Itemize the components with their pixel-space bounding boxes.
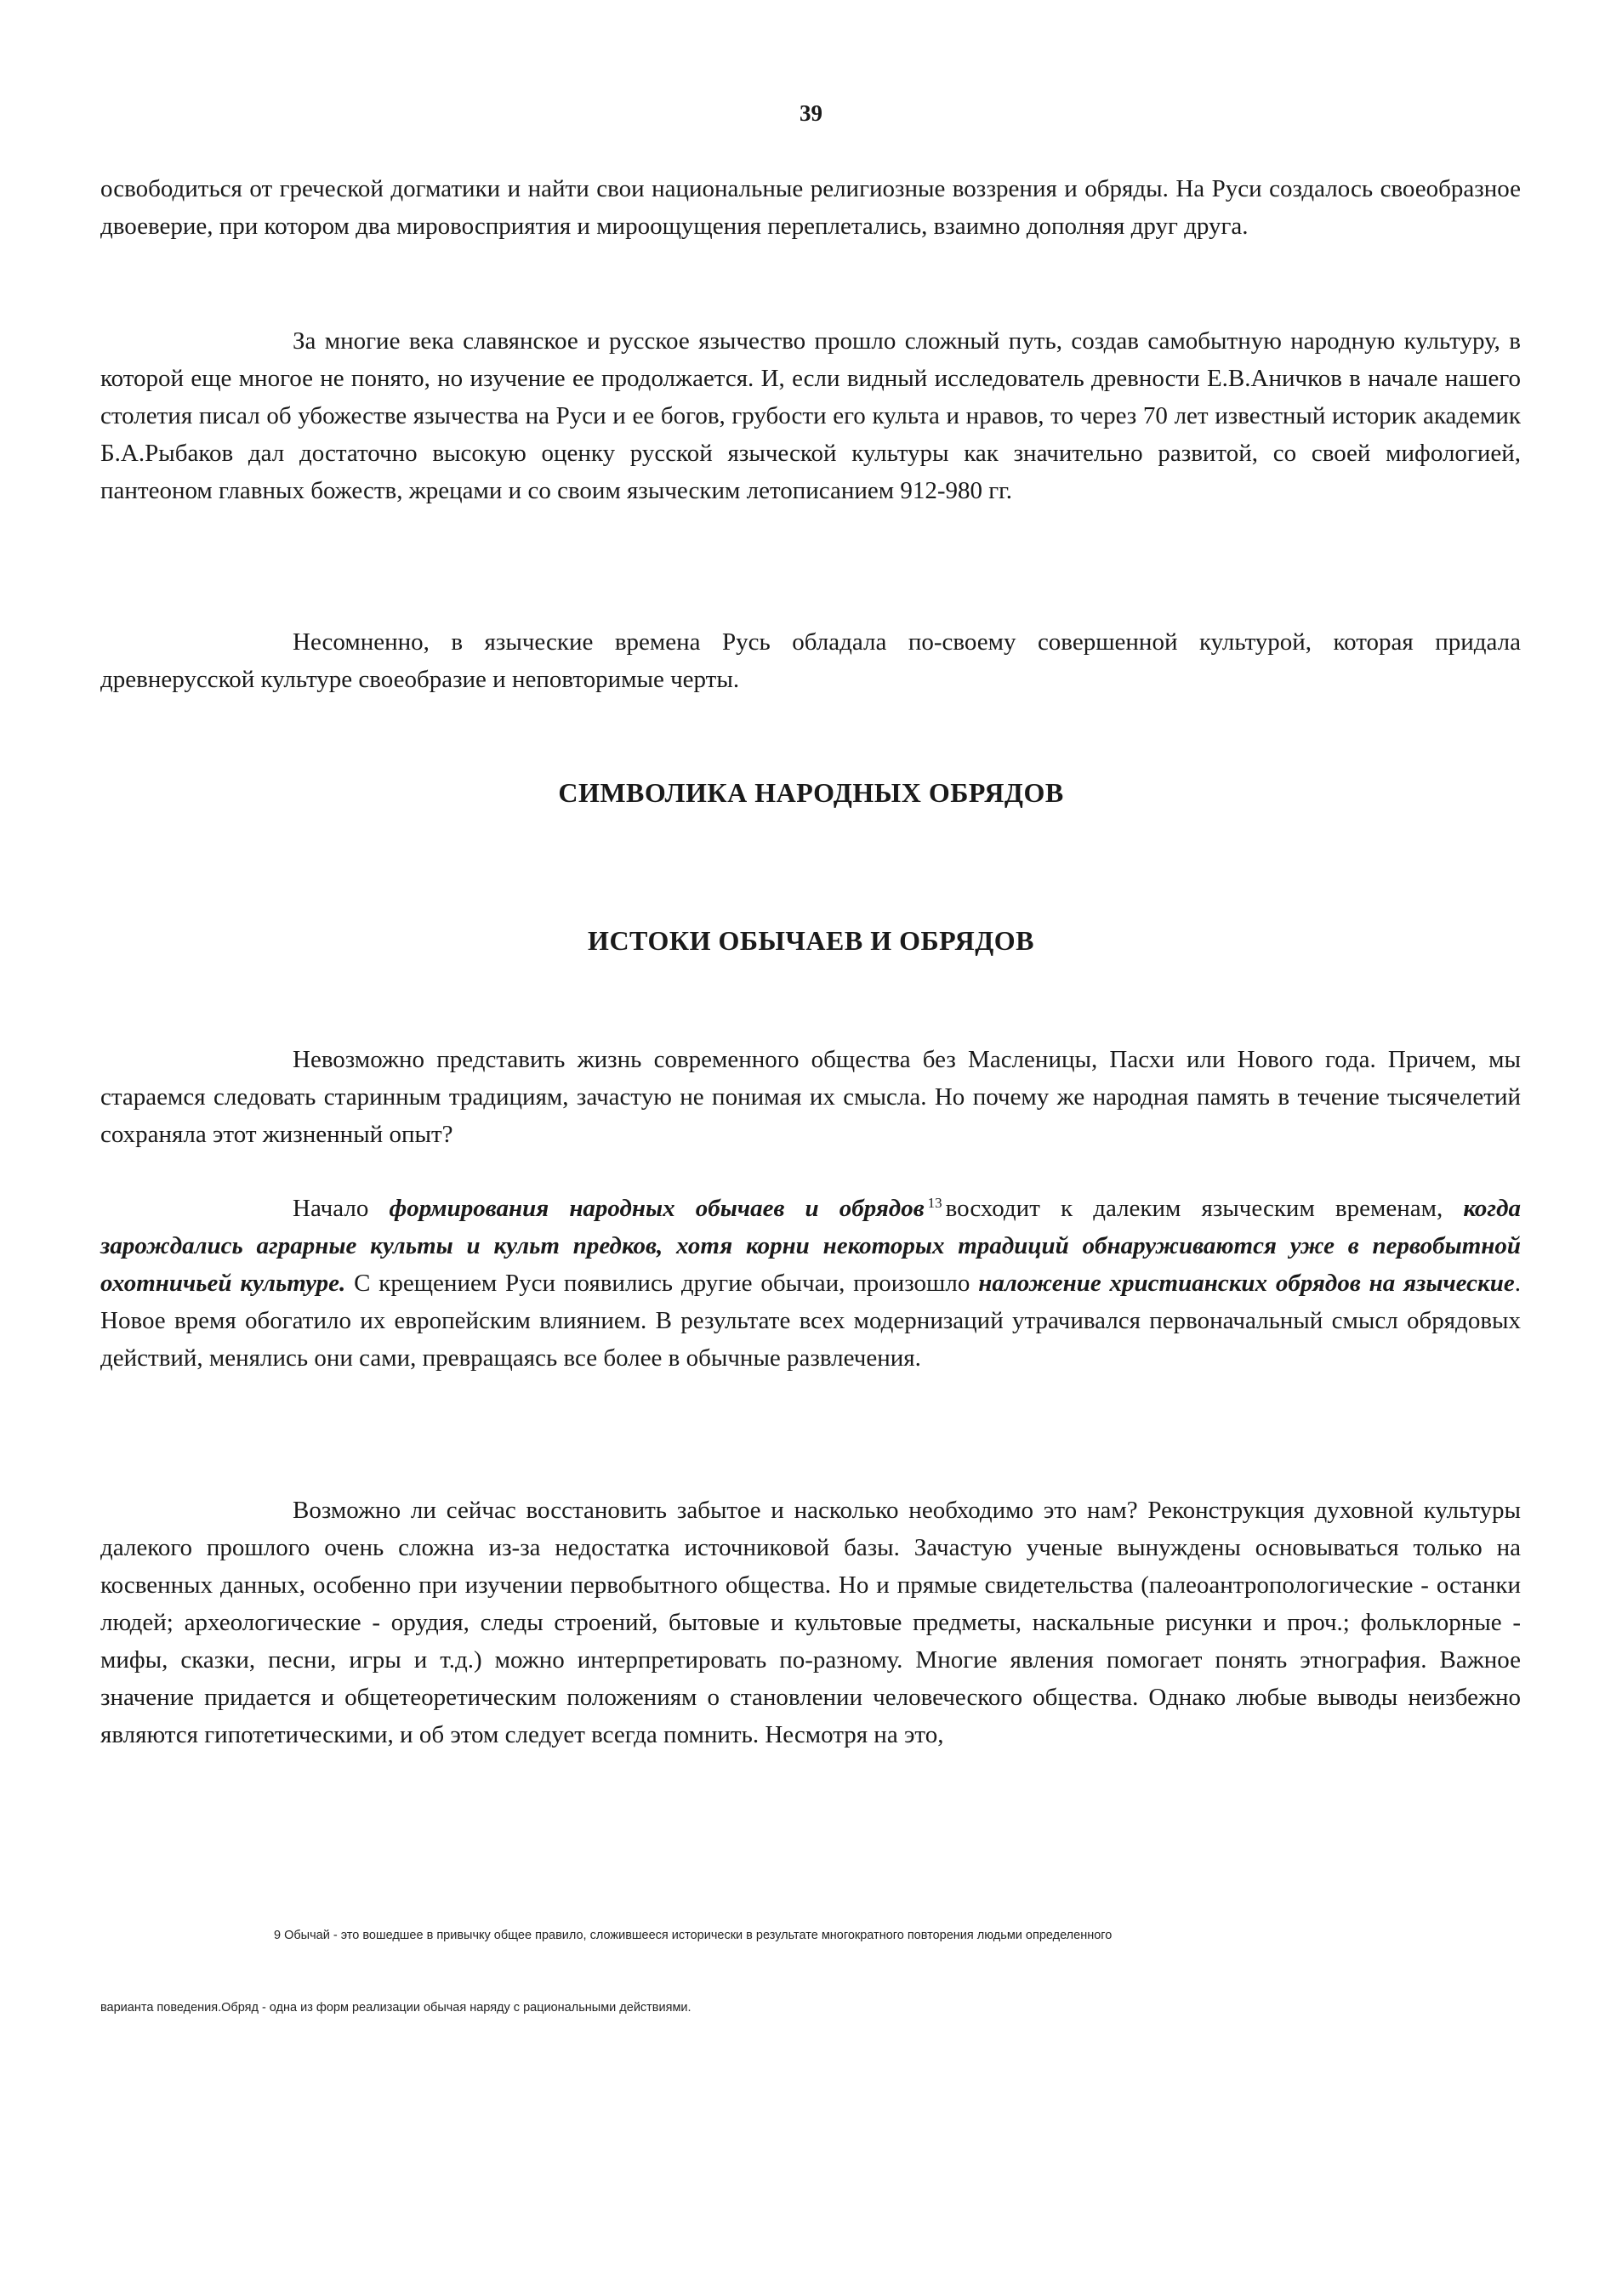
paragraph-2: За многие века славянское и русское язычество прошло сложный путь, создав самобытную народную культуру, в которой еще многое не понято, но изучение ее продолжается. И, если видный исследователь древности Е.В.Аничков в начале нашего столетия писал об убожестве язычества на Руси и ее богов, грубости его культа и нравов, то через 70 лет известный историк академик Б.А.Рыбаков дал достаточно высокую оценку русской языческой культуры как значительно развитой, со своей мифологией, пантеоном главных божеств, жрецами и со своим языческим летописанием 912-980 гг. [100,327,1521,504]
page-number: 39 [800,100,822,126]
footnote-line-2: варианта поведения.Обряд - одна из форм реализации обычая наряду с рациональными действиями. [100,2001,691,2015]
paragraph-5-text: Начало [293,1195,390,1222]
section-heading-origins: ИСТОКИ ОБЫЧАЕВ И ОБРЯДОВ [588,925,1034,956]
emphasis-overlay: наложение христианских обрядов на языческие [978,1270,1515,1297]
section-heading-symbolism: СИМВОЛИКА НАРОДНЫХ ОБРЯДОВ [558,777,1064,808]
paragraph-1: освободиться от греческой догматики и найти свои национальные религиозные воззрения и обряды. На Руси создалось своеобразное двоеверие, при котором два мировосприятия и мироощущения переплетались, взаимно дополняя друг друга. [100,175,1521,240]
emphasis-formation: формирования народных обычаев и обрядов [389,1195,925,1222]
footnote-reference: 13 [927,1195,942,1211]
emphasis-cults: когда зарождались аграрные культы и культ предков, хотя корни некоторых традиций обнаруживаются уже в первобытной охотничьей культуре. [100,1195,1521,1297]
paragraph-5-text: . Новое время обогатило их европейским влиянием. В результате всех модернизаций утрачивался первоначальный смысл обрядовых действий, менялись они сами, превращаясь все более в обычные развлечения. [100,1270,1521,1372]
paragraph-4: Невозможно представить жизнь современного общества без Масленицы, Пасхи или Нового года. Причем, мы стараемся следовать старинным традициям, зачастую не понимая их смысла. Но почему же народная память в течение тысячелетий сохраняла этот жизненный опыт? [100,1046,1521,1148]
paragraph-3: Несомненно, в языческие времена Русь обладала по-своему совершенной культурой, которая придала древнерусской культуре своеобразие и неповторимые черты. [100,628,1521,693]
paragraph-5-text: восходит к далеким языческим временам, [945,1195,1464,1222]
paragraph-6: Возможно ли сейчас восстановить забытое и насколько необходимо это нам? Реконструкция духовной культуры далекого прошлого очень сложна из-за недостатка источниковой базы. Зачастую ученые вынуждены основываться только на косвенных данных, особенно при изучении первобытного общества. Но и прямые свидетельства (палеоантропологические - останки людей; археологические - орудия, следы строений, бытовые и культовые предметы, наскальные рисунки и проч.; фольклорные - мифы, сказки, песни, игры и т.д.) можно интерпретировать по-разному. Многие явления помогает понять этнография. Важное значение придается и общетеоретическим положениям о становлении человеческого общества. Однако любые выводы неизбежно являются гипотетическими, и об этом следует всегда помнить. Несмотря на это, [100,1497,1521,1748]
paragraph-5-text: С крещением Руси появились другие обычаи, произошло [345,1270,979,1297]
footnote-line-1: 9 Обычай - это вошедшее в привычку общее правило, сложившееся исторически в результате многократного повторения людьми определенного [274,1929,1113,1942]
paragraph-5 [100,1190,1521,1377]
